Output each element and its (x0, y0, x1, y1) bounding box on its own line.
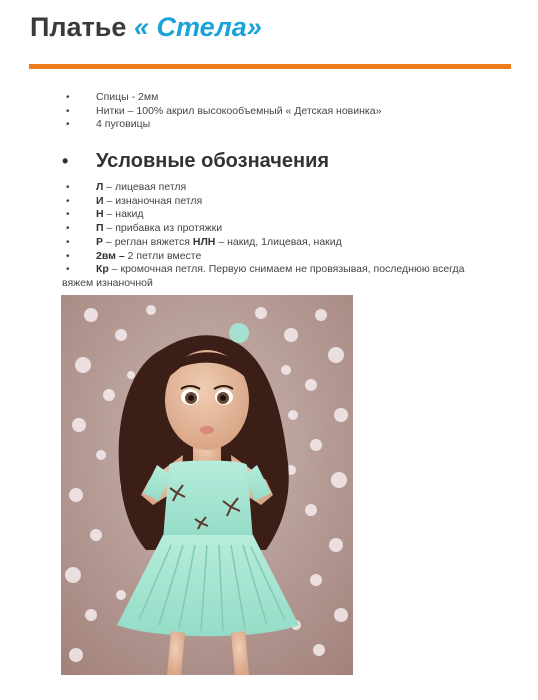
bullet-icon: • (66, 119, 70, 131)
bullet-icon: • (66, 250, 70, 262)
legend-abbr: Л (96, 181, 104, 193)
legend-abbr: Р (96, 235, 104, 248)
doll-photo (61, 295, 353, 675)
legend-item (62, 263, 514, 290)
material-buttons: 4 пуговицы (96, 118, 151, 131)
legend-item (66, 181, 514, 195)
legend-text: – лицевая петля (103, 181, 187, 193)
list-item (66, 91, 516, 105)
legend-text: 2 петли вместе (124, 249, 202, 262)
title-divider (29, 64, 511, 69)
title-main: Платье (30, 12, 127, 42)
legend-item (66, 222, 514, 236)
bullet-icon: • (62, 151, 69, 171)
bullet-icon: • (66, 195, 70, 207)
legend-text: – реглан вяжется (103, 235, 193, 248)
legend-item (66, 194, 514, 209)
legend-heading-text: Условные обозначения (96, 150, 330, 172)
bullet-icon: • (66, 209, 70, 221)
legend-abbr: Кр (96, 263, 109, 276)
legend-abbr-secondary: НЛН (192, 235, 216, 248)
bullet-icon: • (66, 236, 70, 248)
bullet-icon: • (66, 182, 70, 193)
legend-list (62, 181, 514, 291)
legend-heading (62, 150, 329, 173)
legend-abbr: И (96, 194, 104, 207)
legend-text-secondary: – накид, 1лицевая, накид (215, 235, 342, 248)
legend-item (66, 208, 514, 222)
materials-list (66, 91, 516, 132)
bullet-icon: • (66, 105, 70, 117)
bullet-icon: • (66, 264, 70, 276)
legend-text: – накид (103, 208, 144, 221)
bullet-icon: • (66, 223, 70, 235)
title-accent: « Стела» (133, 12, 262, 42)
legend-item (66, 235, 514, 250)
legend-abbr: П (96, 222, 104, 235)
bullet-icon: • (66, 92, 70, 103)
legend-abbr: 2вм – (96, 249, 125, 262)
legend-text: – прибавка из протяжки (103, 222, 223, 235)
material-needles: Спицы - 2мм (96, 91, 159, 103)
legend-text: – изнаночная петля (103, 194, 203, 207)
legend-text: – кромочная петля. Первую снимаем не провязывая, последнюю всегда (108, 263, 465, 276)
material-yarn: Нитки – 100% акрил высокообъемный « Детская новинка» (96, 104, 382, 117)
doll-illustration (61, 295, 353, 675)
legend-item (66, 249, 514, 264)
legend-text-wrap: вяжем изнаночной (62, 276, 153, 289)
list-item (66, 104, 516, 119)
legend-abbr: Н (96, 208, 104, 221)
list-item (66, 118, 516, 132)
page-title (30, 12, 262, 43)
